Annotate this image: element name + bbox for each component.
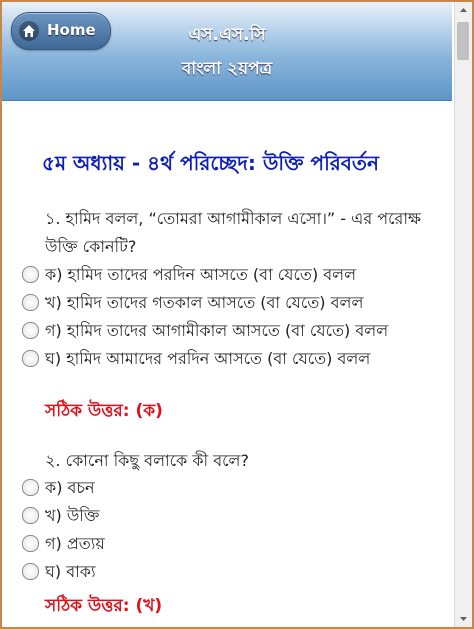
option-label: গ) হামিদ তাদের আগামীকাল আসতে (বা যেতে) বলল	[45, 321, 389, 340]
option-label: ক) হামিদ তাদের পরদিন আসতে (বা যেতে) বলল	[45, 265, 357, 284]
radio-button[interactable]	[22, 322, 39, 339]
radio-button[interactable]	[22, 350, 39, 367]
radio-button[interactable]	[22, 507, 39, 524]
scroll-up-arrow-icon[interactable]	[455, 2, 472, 19]
header-title-line2: বাংলা ২য়পত্র	[181, 59, 273, 79]
radio-button[interactable]	[22, 535, 39, 552]
vertical-scrollbar[interactable]	[454, 2, 472, 627]
scrollbar-thumb[interactable]	[457, 22, 469, 60]
scroll-down-arrow-icon[interactable]	[455, 610, 472, 627]
radio-button[interactable]	[22, 479, 39, 496]
question-1-text	[45, 205, 421, 261]
question-2-answer: সঠিক উত্তর: (খ)	[45, 596, 163, 616]
option-label: ঘ) বাক্য	[45, 562, 96, 581]
option-label: খ) উক্তি	[45, 506, 100, 525]
option-label: ঘ) হামিদ আমাদের পরদিন আসতে (বা যেতে) বলল	[45, 349, 371, 368]
radio-button[interactable]	[22, 294, 39, 311]
option-label: গ) প্রত্যয়	[45, 534, 105, 553]
radio-button[interactable]	[22, 563, 39, 580]
question-1-line1: ১. হামিদ বলল, “তোমরা আগামীকাল এসো।” - এর পরোক্ষ	[45, 209, 421, 228]
question-1-answer: সঠিক উত্তর: (ক)	[45, 401, 163, 421]
chapter-title: ৫ম অধ্যায় - ৪র্থ পরিচ্ছেদ: উক্তি পরিবর্তন	[42, 151, 379, 175]
radio-button[interactable]	[22, 266, 39, 283]
question-1-line2: উক্তি কোনটি?	[45, 237, 137, 256]
question-2-line1: ২. কোনো কিছু বলাকে কী বলে?	[45, 451, 249, 470]
question-2-text	[45, 447, 249, 475]
home-button-label: Home	[47, 21, 96, 39]
header-bar	[2, 2, 452, 101]
option-label: ক) বচন	[45, 478, 95, 497]
option-label: খ) হামিদ তাদের গতকাল আসতে (বা যেতে) বলল	[45, 293, 364, 312]
header-title-line1: এস.এস.সি	[188, 25, 266, 45]
